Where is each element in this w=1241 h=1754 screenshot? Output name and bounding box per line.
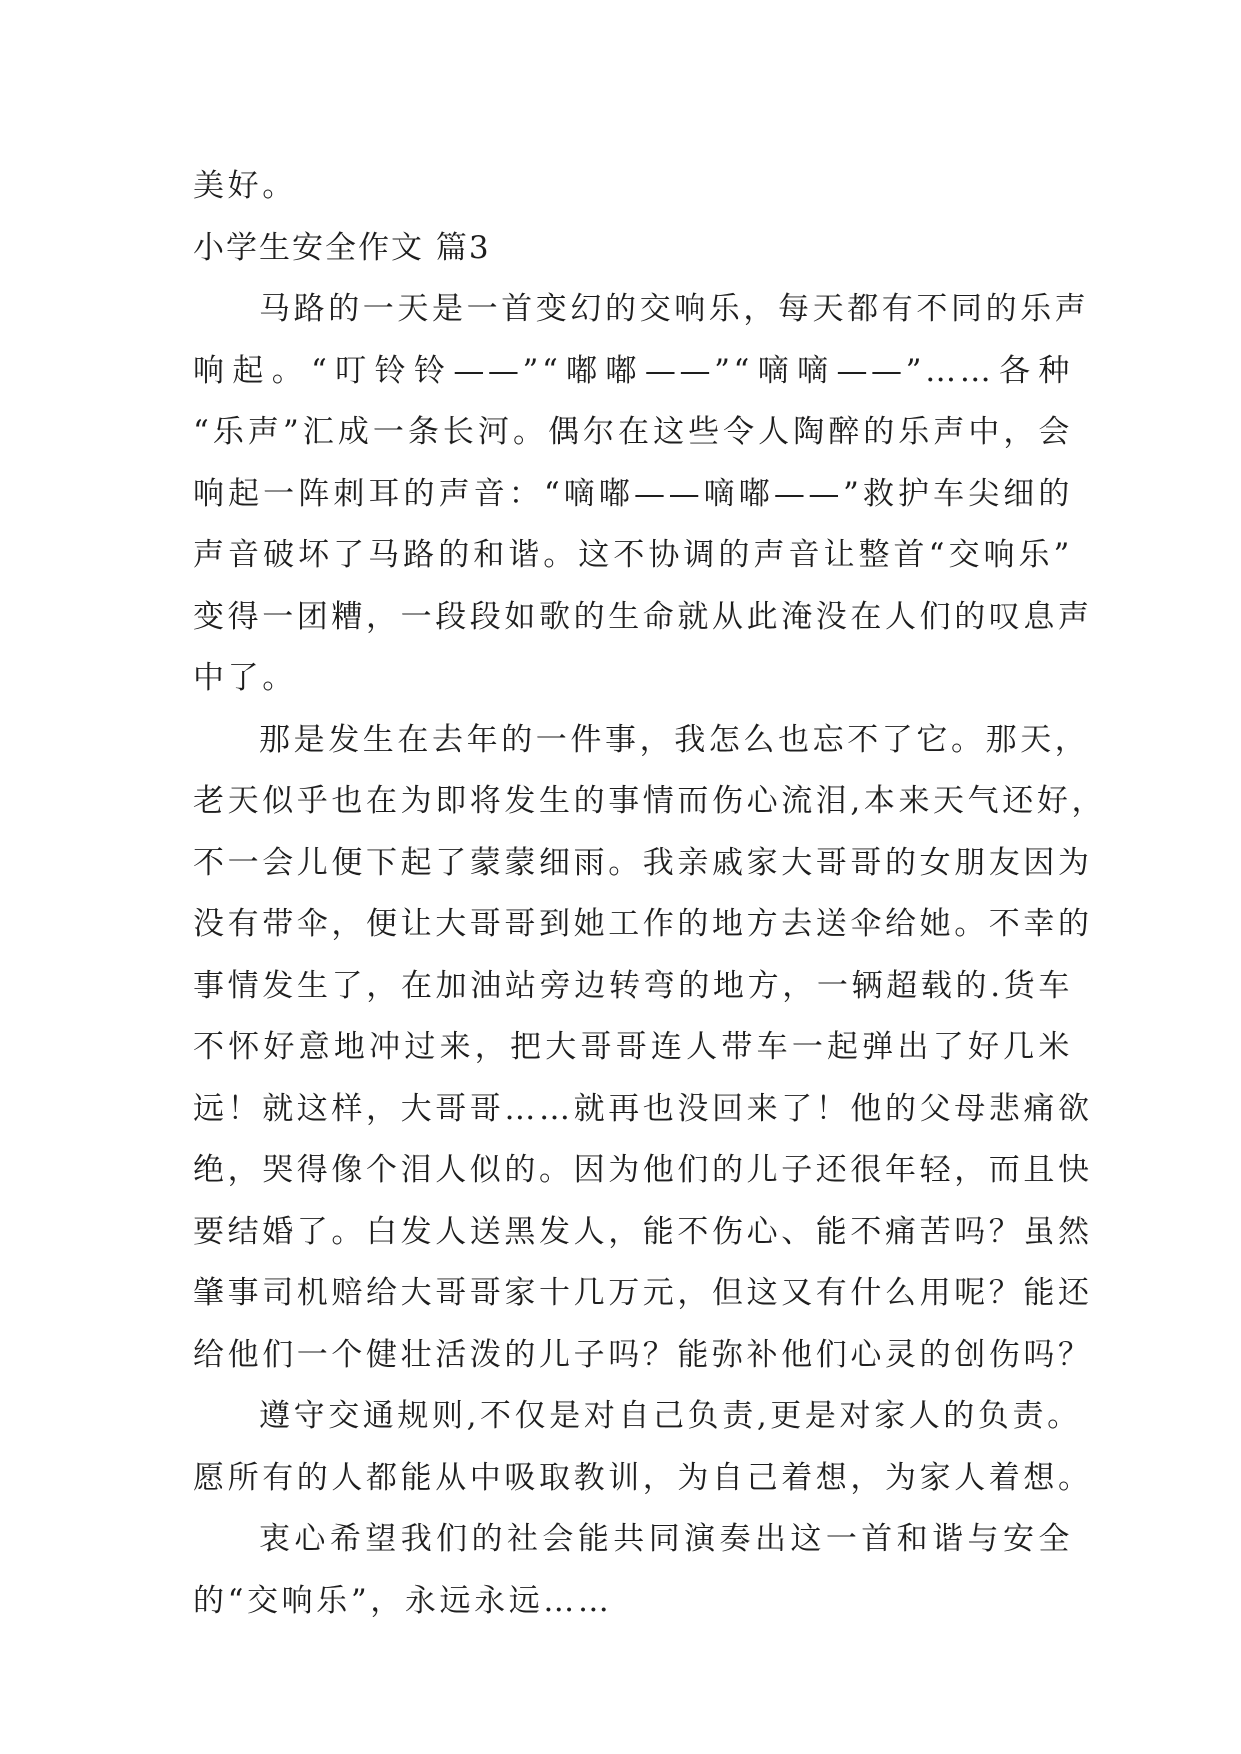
essay-body bbox=[193, 156, 1107, 1632]
paragraph-line: 没有带伞，便让大哥哥到她工作的地方去送伞给她。不幸的 bbox=[193, 906, 1093, 942]
paragraph-line: 不怀好意地冲过来，把大哥哥连人带车一起弹出了好几米 bbox=[193, 1029, 1073, 1065]
paragraph-line: 给他们一个健壮活泼的儿子吗？能弥补他们心灵的创伤吗？ bbox=[193, 1336, 1093, 1373]
essay-title: 小学生安全作文 篇3 bbox=[193, 229, 491, 266]
paragraph-line: 愿所有的人都能从中吸取教训，为自己着想，为家人着想。 bbox=[193, 1459, 1093, 1496]
paragraph-line: 事情发生了，在加油站旁边转弯的地方，一辆超载的.货车 bbox=[193, 967, 1073, 1004]
paragraph-line: 马路的一天是一首变幻的交响乐，每天都有不同的乐声 bbox=[259, 291, 1090, 327]
paragraph-line: 响起一阵刺耳的声音：“嘀嘟——嘀嘟——”救护车尖细的 bbox=[193, 475, 1073, 512]
paragraph-line: 美好。 bbox=[193, 168, 297, 204]
paragraph-line: 不一会儿便下起了蒙蒙细雨。我亲戚家大哥哥的女朋友因为 bbox=[193, 844, 1093, 881]
paragraph-line: 绝，哭得像个泪人似的。因为他们的儿子还很年轻，而且快 bbox=[193, 1152, 1093, 1188]
paragraph-line: 遵守交通规则,不仅是对自己负责,更是对家人的负责。 bbox=[259, 1398, 1082, 1434]
paragraph-line: 老天似乎也在为即将发生的事情而伤心流泪,本来天气还好， bbox=[193, 783, 1107, 819]
paragraph-line: 变得一团糟，一段段如歌的生命就从此淹没在人们的叹息声 bbox=[193, 598, 1093, 635]
paragraph-line: 响起。“叮铃铃——”“嘟嘟——”“嘀嘀——”……各种 bbox=[193, 352, 1073, 389]
paragraph-line: 中了。 bbox=[193, 660, 297, 696]
paragraph-line: 那是发生在去年的一件事，我怎么也忘不了它。那天， bbox=[259, 721, 1090, 758]
paragraph-line: 衷心希望我们的社会能共同演奏出这一首和谐与安全 bbox=[259, 1521, 1073, 1557]
paragraph-line: 声音破坏了马路的和谐。这不协调的声音让整首“交响乐” bbox=[193, 537, 1073, 573]
paragraph-line: 要结婚了。白发人送黑发人，能不伤心、能不痛苦吗？虽然 bbox=[193, 1213, 1093, 1250]
paragraph-line: 的“交响乐”，永远永远…… bbox=[193, 1582, 613, 1619]
paragraph-line: 肇事司机赔给大哥哥家十几万元，但这又有什么用呢？能还 bbox=[193, 1275, 1093, 1311]
paragraph-line: 远！就这样，大哥哥……就再也没回来了！他的父母悲痛欲 bbox=[193, 1090, 1093, 1127]
paragraph-line: “乐声”汇成一条长河。偶尔在这些令人陶醉的乐声中，会 bbox=[193, 414, 1073, 450]
